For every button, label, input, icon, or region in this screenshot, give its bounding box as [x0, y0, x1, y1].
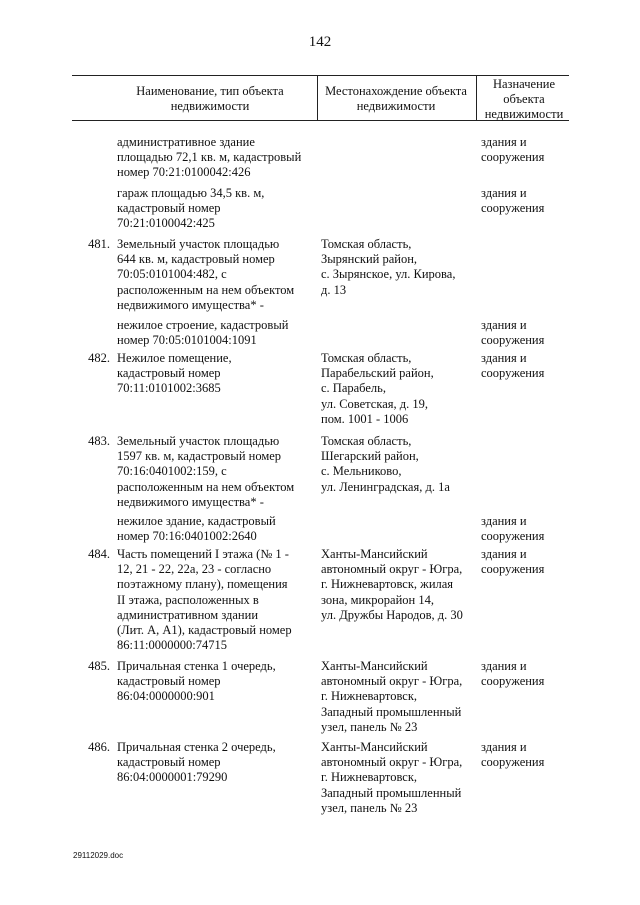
row-purpose: здания и сооружения: [481, 318, 545, 348]
row-purpose: здания и сооружения: [481, 351, 545, 381]
page-number: 142: [308, 34, 332, 50]
row-location: Томская область, Шегарский район, с. Мельниково, ул. Ленинградская, д. 1а: [321, 434, 450, 494]
row-description: административное здание площадью 72,1 кв. м, кадастровый номер 70:21:0100042:426: [117, 135, 302, 180]
row-description: Нежилое помещение, кадастровый номер 70:11:0101002:3685: [117, 351, 232, 396]
row-description: Земельный участок площадью 644 кв. м, кадастровый номер 70:05:0101004:482, с расположенным на нем объектом недвижимого имущества* -: [117, 237, 295, 312]
row-description: гараж площадью 34,5 кв. м, кадастровый номер 70:21:0100042:425: [117, 186, 265, 231]
row-purpose: здания и сооружения: [481, 135, 545, 165]
row-location: Ханты-Мансийский автономный округ - Югра, г. Нижневартовск, Западный промышленный узел, панель № 23: [321, 659, 463, 734]
row-description: Причальная стенка 2 очередь, кадастровый номер 86:04:0000001:79290: [117, 740, 276, 785]
header-location-column: Местонахождение объекта недвижимости: [325, 84, 467, 113]
row-description: Земельный участок площадью 1597 кв. м, кадастровый номер 70:16:0401002:159, с расположенным на нем объектом недвижимого имущества* -: [117, 434, 295, 509]
row-number: 481.: [88, 237, 110, 251]
row-location: Ханты-Мансийский автономный округ - Югра, г. Нижневартовск, жилая зона, микрорайон 14, ул. Дружбы Народов, д. 30: [321, 547, 463, 622]
row-number: 484.: [88, 547, 110, 561]
document-filename: 29112029.doc: [73, 851, 124, 860]
row-purpose: здания и сооружения: [481, 186, 545, 216]
row-description: нежилое здание, кадастровый номер 70:16:0401002:2640: [117, 514, 276, 544]
row-number: 486.: [88, 740, 110, 754]
row-purpose: здания и сооружения: [481, 659, 545, 689]
row-number: 485.: [88, 659, 110, 673]
row-number: 483.: [88, 434, 110, 448]
header-name-column: Наименование, тип объекта недвижимости: [136, 84, 284, 113]
row-description: Часть помещений I этажа (№ 1 - 12, 21 - 22, 22а, 23 - согласно поэтажному плану), помещения II этажа, расположенных в административном здании (Лит. А, А1), кадастровый номер 86:11:0000000:74715: [117, 547, 292, 653]
row-location: Томская область, Парабельский район, с. Парабель, ул. Советская, д. 19, пом. 1001 - 1006: [321, 351, 434, 426]
row-description: Причальная стенка 1 очередь, кадастровый номер 86:04:0000000:901: [117, 659, 276, 704]
row-purpose: здания и сооружения: [481, 740, 545, 770]
row-description: нежилое строение, кадастровый номер 70:05:0101004:1091: [117, 318, 289, 348]
row-number: 482.: [88, 351, 110, 365]
row-location: Томская область, Зырянский район, с. Зырянское, ул. Кирова, д. 13: [321, 237, 456, 297]
header-purpose-column: Назначение объекта недвижимости: [484, 77, 564, 121]
row-purpose: здания и сооружения: [481, 547, 545, 577]
row-location: Ханты-Мансийский автономный округ - Югра, г. Нижневартовск, Западный промышленный узел, панель № 23: [321, 740, 463, 815]
row-purpose: здания и сооружения: [481, 514, 545, 544]
